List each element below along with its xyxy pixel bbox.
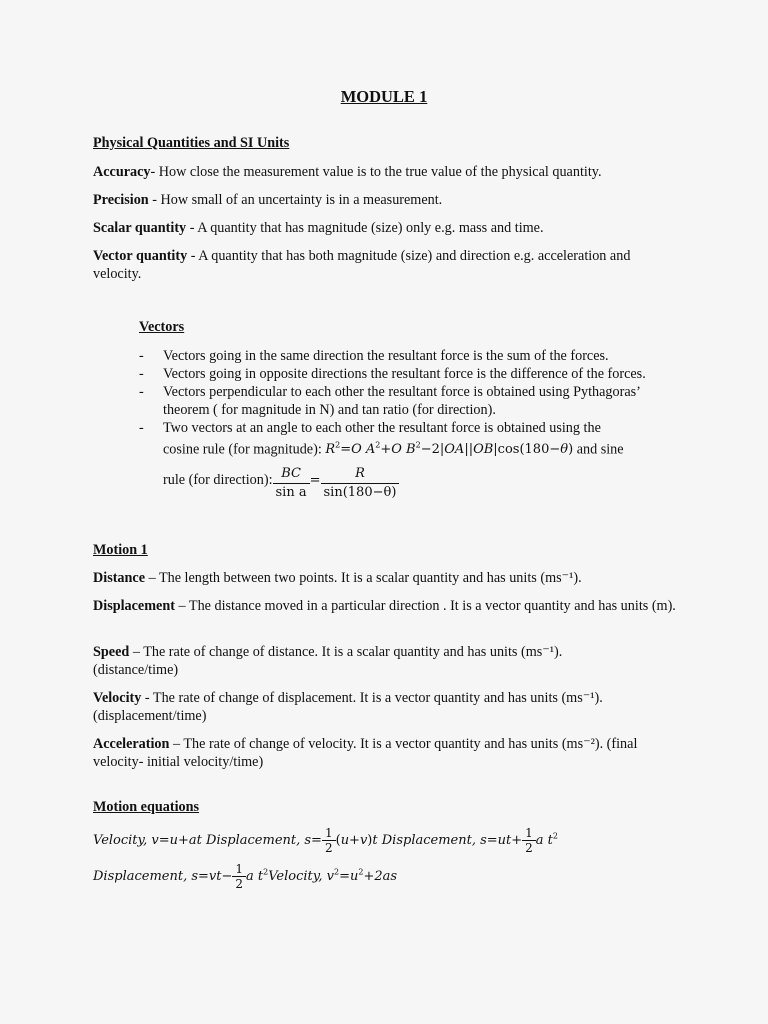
term-scalar: Scalar quantity: [93, 220, 187, 236]
definition-text: – The rate of change of distance. It is a scalar quantity and has units (ms⁻¹). (distance/time): [93, 644, 563, 678]
bullet-text: Vectors perpendicular to each other the resultant force is obtained using Pythagoras’ theorem ( for magnitude in N) and tan ratio (for direction).: [163, 384, 640, 418]
bullet-text: Vectors going in opposite directions the resultant force is the difference of the forces.: [163, 366, 646, 382]
equation-label: Velocity: [93, 833, 144, 848]
definition-text: - A quantity that has both magnitude (size) and direction e.g. acceleration and velocity.: [93, 248, 631, 282]
definition-text: - The rate of change of displacement. It is a vector quantity and has units (ms⁻¹). (displacement/time): [93, 690, 603, 724]
list-item: [139, 365, 659, 383]
definition-acceleration: [93, 735, 658, 771]
term-displacement: Displacement: [93, 598, 175, 614]
section-heading-motion-equations: Motion equations: [93, 799, 200, 815]
equation-label: Displacement: [206, 833, 297, 848]
definition-distance: [93, 569, 678, 587]
definition-velocity: [93, 689, 658, 725]
definition-text: - A quantity that has magnitude (size) only e.g. mass and time.: [186, 220, 544, 236]
half-fraction: $\frac{1}{2}$: [322, 826, 336, 855]
section-heading-motion-1: Motion 1: [93, 542, 148, 558]
fraction-denominator: sin(180−θ): [321, 483, 400, 502]
list-item: [139, 347, 659, 365]
term-accuracy: Accuracy: [93, 164, 151, 180]
equation-label: Displacement: [93, 869, 184, 884]
term-vector: Vector quantity: [93, 248, 188, 264]
term-precision: Precision: [93, 192, 149, 208]
definition-text: – The distance moved in a particular direction . It is a vector quantity and has units (m).: [174, 598, 676, 614]
definition-text: - How small of an uncertainty is in a measurement.: [148, 192, 443, 208]
term-distance: Distance: [93, 570, 146, 586]
equation-line-1: Velocity, v=u+at Displacement, s= $\frac{1}{2}$ (u+v)t Displacement, s=ut+ $\frac{1}{2}$ a $t^2$: [93, 826, 558, 855]
term-acceleration: Acceleration: [93, 736, 170, 752]
term-speed: Speed: [93, 644, 130, 660]
definition-text: – The rate of change of velocity. It is a vector quantity and has units (ms⁻²). (final velocity- initial velocity/time): [93, 736, 638, 770]
sine-fraction-right: [321, 465, 400, 502]
fraction-numerator: R: [355, 466, 365, 482]
fraction-denominator: sin a: [273, 483, 310, 502]
bullet-marker: -: [139, 384, 144, 400]
fraction-numerator: BC: [281, 466, 301, 482]
definition-vector: [93, 247, 663, 283]
sine-fraction-left: [273, 465, 310, 502]
bullet-text: Vectors going in the same direction the resultant force is the sum of the forces.: [163, 348, 609, 364]
bullet-text: Two vectors at an angle to each other the resultant force is obtained using the: [163, 420, 601, 436]
equation-label: Velocity: [268, 869, 319, 884]
bullet-marker: -: [139, 366, 144, 382]
page-title: MODULE 1: [340, 87, 428, 106]
definition-text: – The length between two points. It is a scalar quantity and has units (ms⁻¹).: [145, 570, 582, 586]
term-velocity: Velocity: [93, 690, 142, 706]
definition-speed: [93, 643, 623, 679]
equation-label: Displacement: [381, 833, 472, 848]
definition-displacement: [93, 597, 678, 615]
vectors-bullet-list: [139, 347, 659, 502]
definition-precision: [93, 191, 678, 209]
section-heading-vectors: Vectors: [139, 319, 185, 335]
list-item: - Two vectors at an angle to each other the resultant force is obtained using the cosine rule (for magnitude): $R^2=O$ $A^2+O$ $B^2-2|OA||OB|\cos(180-\theta)$ and sine rule (for direction): $\frac{BC}{\text{sin a}}$ = $\frac{R}{\sin(180-\theta)}$: [139, 420, 624, 501]
sine-rule-suffix: and sine: [573, 441, 624, 458]
half-fraction: $\frac{1}{2}$: [232, 862, 246, 891]
definition-accuracy: [93, 163, 678, 181]
list-item: [139, 383, 659, 419]
definition-text: - How close the measurement value is to the true value of the physical quantity.: [150, 164, 602, 180]
section-heading-physical-quantities: Physical Quantities and SI Units: [93, 135, 290, 151]
sine-rule-label: rule (for direction):: [163, 472, 273, 489]
cosine-rule-label: cosine rule (for magnitude):: [163, 441, 326, 458]
bullet-marker: -: [139, 420, 144, 436]
equation-line-2: Displacement, s=vt− $\frac{1}{2}$ a $t^2Velocity$, $v^2=u^2+2as$: [93, 862, 398, 891]
cosine-rule-formula: $R^2=O$ $A^2+O$ $B^2-2|OA||OB|\cos(180-\theta)$: [325, 441, 574, 458]
bullet-marker: -: [139, 348, 144, 364]
half-fraction: $\frac{1}{2}$: [522, 826, 536, 855]
definition-scalar: [93, 219, 678, 237]
